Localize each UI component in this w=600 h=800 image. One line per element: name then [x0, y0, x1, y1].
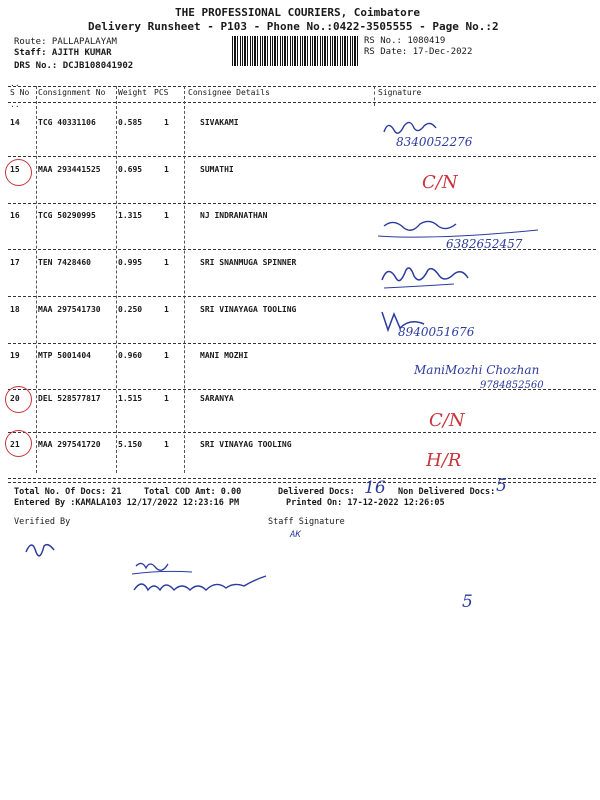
row-sno: 17: [10, 258, 20, 267]
row-consignment-no: MTP 5001404: [38, 351, 91, 360]
table-row: [8, 305, 596, 317]
route-label: Route: PALLAPALAYAM: [14, 37, 117, 47]
delivered-docs-handwritten: 16: [364, 478, 386, 498]
row-pcs: 1: [164, 165, 169, 174]
staff-signature: [128, 556, 308, 602]
column-header-row: [8, 88, 596, 100]
row-pcs: 1: [164, 394, 169, 403]
row-consignee: SRI VINAYAGA TOOLING: [200, 305, 297, 314]
row-pcs: 1: [164, 211, 169, 220]
signature-row-16: [378, 210, 548, 255]
col-sno: S No: [10, 88, 30, 97]
page-number-handwritten: 5: [462, 592, 473, 612]
row-consignee: SRI SNANMUGA SPINNER: [200, 258, 297, 267]
row-separator: [8, 478, 596, 479]
col-sep-3: [184, 86, 185, 473]
header-bottom-rule: [8, 102, 596, 103]
delivered-docs-label: Delivered Docs:: [278, 487, 355, 497]
row-consignee: SIVAKAMI: [200, 118, 239, 127]
circle-mark-20: [5, 386, 32, 413]
row-consignee: NJ INDRANATHAN: [200, 211, 268, 220]
col-signature: Signature: [378, 88, 422, 97]
row-separator: [8, 203, 596, 204]
svg-text:6382652457: 6382652457: [446, 237, 523, 251]
footer-rule: [8, 482, 596, 483]
row-weight: 5.150: [118, 440, 143, 449]
row-weight: 0.995: [118, 258, 143, 267]
signature-row-14: [378, 112, 508, 152]
svg-text:8940051676: 8940051676: [398, 325, 475, 339]
row-weight: 1.515: [118, 394, 143, 403]
company-title: THE PROFESSIONAL COURIERS, Coimbatore: [175, 6, 421, 19]
row-separator: [8, 343, 596, 344]
row-consignee: MANI MOZHI: [200, 351, 249, 360]
row-consignment-no: TEN 7428460: [38, 258, 91, 267]
row-sno: 14: [10, 118, 20, 127]
row-pcs: 1: [164, 305, 169, 314]
row-consignee: SARANYA: [200, 394, 234, 403]
non-delivered-docs-label: Non Delivered Docs:: [398, 487, 496, 497]
row-consignee: SUMATHI: [200, 165, 234, 174]
rs-number: RS No.: 1080419: [364, 36, 446, 46]
col-sep-4: [374, 86, 375, 106]
header-dots: ..: [10, 100, 20, 109]
drs-number: DRS No.: DCJB108041902: [14, 61, 134, 71]
row-separator: [8, 432, 596, 433]
svg-text:C/N: C/N: [429, 410, 465, 431]
svg-text:H/R: H/R: [426, 450, 462, 471]
row-weight: 0.250: [118, 305, 143, 314]
total-cod: Total COD Amt: 0.00: [144, 487, 242, 497]
row-consignee: SRI VINAYAG TOOLING: [200, 440, 292, 449]
row-consignment-no: MAA 297541720: [38, 440, 101, 449]
verified-by-label: Verified By: [14, 517, 71, 527]
circle-mark-15: [5, 159, 32, 186]
signature-row-17: [378, 258, 498, 298]
runsheet-title: Delivery Runsheet - P103 - Phone No.:0422-3505555 - Page No.:2: [88, 20, 499, 33]
printed-on: Printed On: 17-12-2022 12:26:05: [286, 498, 445, 508]
row-weight: 1.315: [118, 211, 143, 220]
non-delivered-docs-handwritten: 5: [496, 476, 507, 496]
row-separator: [8, 296, 596, 297]
row-sno: 20: [10, 394, 20, 403]
signature-row-18: [376, 302, 496, 346]
row-separator: [8, 156, 596, 157]
row-sno: 21: [10, 440, 20, 449]
col-pcs: PCS: [154, 88, 169, 97]
svg-text:C/N: C/N: [422, 172, 458, 193]
row-consignment-no: DEL 528577817: [38, 394, 101, 403]
svg-text:8340052276: 8340052276: [396, 135, 473, 149]
row-consignment-no: TCG 50290995: [38, 211, 96, 220]
row-weight: 0.695: [118, 165, 143, 174]
col-consignee: Consignee Details: [188, 88, 270, 97]
table-row: [8, 440, 596, 452]
row-consignment-no: MAA 297541730: [38, 305, 101, 314]
signature-row-20: [425, 398, 475, 438]
header-top-rule: [8, 86, 596, 87]
row-sno: 19: [10, 351, 20, 360]
circle-mark-21: [5, 430, 32, 457]
row-sno: 18: [10, 305, 20, 314]
table-row: [8, 258, 596, 270]
svg-text:ManiMozhi Chozhan: ManiMozhi Chozhan: [414, 363, 540, 377]
col-sep-1: [36, 86, 37, 473]
col-sep-2: [116, 86, 117, 473]
rs-date: RS Date: 17-Dec-2022: [364, 47, 473, 57]
table-row: [8, 165, 596, 177]
row-weight: 0.585: [118, 118, 143, 127]
staff-initials: AK: [290, 530, 301, 540]
top-mark: ..: [10, 79, 20, 88]
staff-signature-label: Staff Signature: [268, 517, 345, 527]
signature-row-21: [422, 440, 472, 480]
signature-row-19: [410, 358, 580, 398]
entered-by: Entered By :KAMALA103 12/17/2022 12:23:16 PM: [14, 498, 240, 508]
barcode: [232, 36, 358, 66]
verified-signature: [22, 536, 62, 566]
row-consignment-no: TCG 40331106: [38, 118, 96, 127]
row-sno: 15: [10, 165, 20, 174]
row-pcs: 1: [164, 258, 169, 267]
row-pcs: 1: [164, 440, 169, 449]
row-pcs: 1: [164, 118, 169, 127]
col-weight: Weight: [118, 88, 147, 97]
row-sno: 16: [10, 211, 20, 220]
signature-row-15: [418, 164, 468, 204]
total-docs: Total No. Of Docs: 21: [14, 487, 122, 497]
staff-label: Staff: AJITH KUMAR: [14, 48, 112, 58]
row-pcs: 1: [164, 351, 169, 360]
col-consignment: Consignment No: [38, 88, 106, 97]
row-consignment-no: MAA 293441525: [38, 165, 101, 174]
svg-text:9784852560: 9784852560: [480, 380, 544, 391]
row-weight: 0.960: [118, 351, 143, 360]
